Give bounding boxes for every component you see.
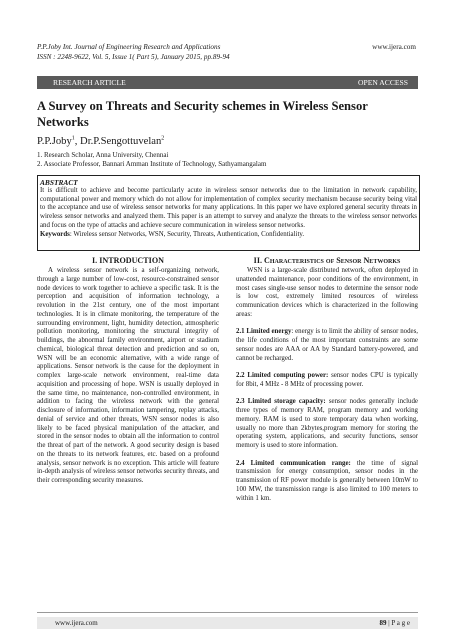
- research-article-label: RESEARCH ARTICLE: [53, 78, 126, 87]
- author-separator: ,: [74, 136, 81, 147]
- author-2: Dr.P.Sengottuvelan: [80, 136, 162, 147]
- article-type-banner: [37, 76, 418, 89]
- item-limited-computing: [236, 372, 418, 390]
- keywords-list: : Wireless sensor Networks, WSN, Security, Threats, Authentication, Confidentiality.: [69, 230, 305, 238]
- page-footer: [37, 617, 418, 629]
- paper-title: A Survey on Threats and Security schemes in Wireless Sensor Networks: [37, 99, 368, 129]
- section-2-number: II.: [253, 256, 262, 265]
- page-label: | P a g e: [386, 619, 410, 627]
- journal-issn: ISSN : 2248-9622, Vol. 5, Issue 1( Part 5), January 2015, pp.89-94: [37, 53, 230, 61]
- item-limited-computing-label: 2.2 Limited computing power:: [236, 372, 329, 379]
- affiliation-1: 1. Research Scholar, Anna University, Chennai: [37, 151, 169, 159]
- right-column: [236, 256, 418, 503]
- left-column: [37, 256, 219, 486]
- item-limited-energy-text: : energy is to limit the ability of sensor nodes, the life conditions of the most important constraints are some sensor nodes are AAA or AA by Standard battery-powered, and cannot be recharged.: [236, 328, 418, 362]
- characteristics-intro: WSN is a large-scale distributed network, often deployed in unattended maintenance, poor conditions of the environment, in most cases single-use sensor nodes to determine the sensor node is low cost, extremely limited resources of wireless communication devices which is characterized in the following areas:: [236, 267, 418, 318]
- footer-divider: [37, 612, 418, 613]
- item-limited-communication: [236, 460, 418, 504]
- footer-website[interactable]: www.ijera.com: [55, 619, 98, 627]
- journal-website[interactable]: www.ijera.com: [372, 43, 416, 51]
- abstract-text: It is difficult to achieve and become particularly acute in wireless sensor networks due to the limitation in network capability, computational power and memory which do not allow for implementation of complex security mechanism because security being vital to the acceptance and use of wireless sensor networks for many applications. In this paper we have explored general security threats in wireless sensor networks and analyzed them. This paper is an attempt to survey and analyze the threats to the wireless sensor networks and focus on the type of attacks and achieve secure communication in wireless sensor networks.: [40, 187, 417, 229]
- section-1-heading: I. INTRODUCTION: [92, 256, 164, 265]
- item-limited-storage-text: sensor nodes generally include three types of memory RAM, program memory and working memory. RAM is used to store temporary data when working, usually no more than 2kbytes,program memory for storing the operating system, applications, and security functions, sensor memory is used to store information.: [236, 398, 418, 449]
- affiliation-2: 2. Associate Professor, Bannari Amman Institute of Technology, Sathyamangalam: [37, 160, 267, 168]
- item-limited-energy: [236, 328, 418, 363]
- journal-title: P.P.Joby Int. Journal of Engineering Research and Applications: [37, 43, 221, 51]
- introduction-paragraph: A wireless sensor network is a self-organizing network, through a large number of low-cost, resource-constrained sensor node devices to work together to achieve a specific task. It is the perception and acquisition of information technology, a revolution in the 21st century, one of the most important technologies. It is in climate monitoring, the temperature of the surrounding environment, light, humidity detection, atmospheric pollution monitoring, monitoring the structural integrity of buildings, the abnormal family environment, airport or stadium chemical, biological threat detection and prediction and so on, WSN will be an economic alternative, with a wide range of applications. Sensor network is the cause for the deployment in complex large-scale network environment, real-time data acquisition and processing of hope. WSN is usually deployed in the same time, no maintenance, non-controlled environment, in addition to facing the wireless network with the general disclosure of information, information tampering, replay attacks, denial of service and other threats, WSN sensor nodes is also likely to be faced physical manipulation of the attacker, and stored in the sensor nodes to obtain all the information to control the threat of part of the network. A good security design is based on the threats to its network features, etc. based on a profound analysis, sensor network is no exception. This article will feature in-depth analysis of wireless sensor networks security threats, and their corresponding security measures.: [37, 267, 219, 484]
- item-limited-communication-text: the time of signal transmission for energy consumption, sensor nodes in the transmission of RF power module is generally between 10mW to 100 MW, the transmission range is also limited to 100 meters to within 1 km.: [236, 459, 418, 502]
- keywords-line: [40, 231, 417, 240]
- page-number: 89: [379, 619, 387, 627]
- section-2-heading: [236, 256, 418, 266]
- item-limited-computing-text: sensor nodes CPU is typically for 8bit, 4 MHz - 8 MHz of processing power.: [236, 372, 418, 388]
- item-limited-communication-label: 2.4 Limited communication range:: [236, 459, 351, 467]
- item-limited-storage: [236, 398, 418, 451]
- keywords-label: Keywords: [40, 230, 70, 238]
- item-limited-storage-label: 2.3 Limited storage capacity:: [236, 398, 326, 406]
- item-limited-energy-label: 2.1 Limited energy: [236, 328, 292, 336]
- section-2-title: Characteristics of Sensor Networks: [264, 256, 401, 265]
- abstract-box: [37, 175, 420, 251]
- author-1-affiliation-mark: 1: [71, 135, 75, 142]
- abstract-heading: ABSTRACT: [40, 178, 78, 187]
- author-line: [37, 135, 164, 148]
- open-access-label: OPEN ACCESS: [357, 78, 408, 87]
- author-1: P.P.Joby: [37, 136, 72, 147]
- author-2-affiliation-mark: 2: [161, 135, 165, 142]
- footer-page-number: [380, 617, 411, 629]
